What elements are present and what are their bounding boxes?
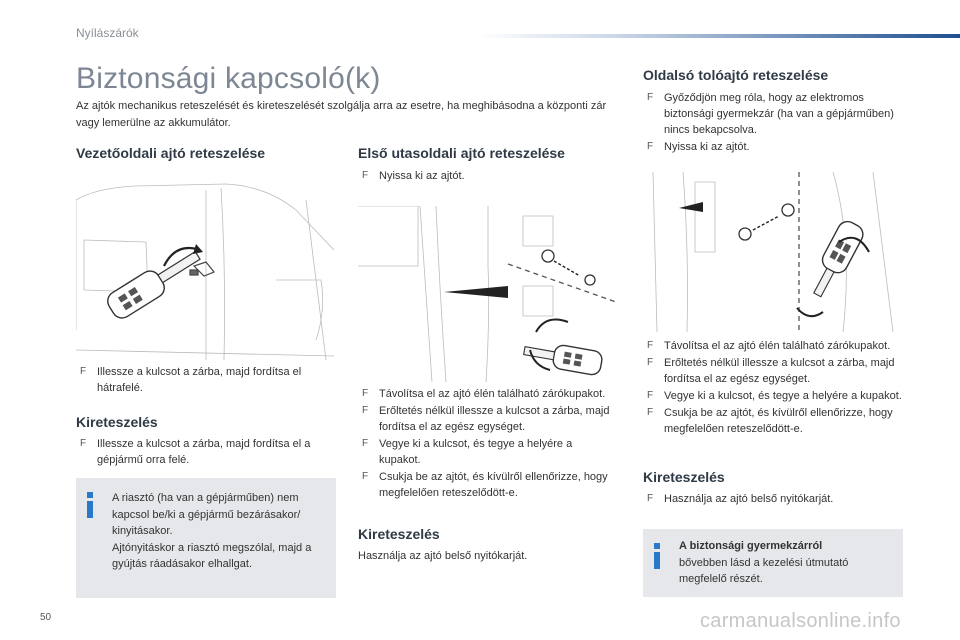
list-item: F Erőltetés nélkül illessze a kulcsot a zárba, majd fordítsa el az egész egységet. — [647, 357, 895, 385]
passenger-door-heading: Első utasoldali ajtó reteszelése — [358, 145, 565, 161]
passenger-steps-list — [358, 386, 614, 502]
list-item: F Nyissa ki az ajtót. — [362, 170, 465, 182]
list-item: F Illessze a kulcsot a zárba, majd fordítsa el hátrafelé. — [80, 366, 302, 394]
sliding-unlock-list — [643, 491, 903, 508]
page-title: Biztonsági kapcsoló(k) — [76, 62, 381, 95]
list-item: F Illessze a kulcsot a zárba, majd fordítsa el a gépjármű orra felé. — [80, 438, 311, 466]
info-icon — [651, 543, 663, 571]
driver-door-key-illustration — [76, 180, 334, 360]
bullet-icon: F — [647, 92, 654, 103]
page-number: 50 — [40, 612, 52, 623]
note-text-line: bővebben lásd a kezelési útmutató megfelelő részét. — [679, 556, 849, 585]
bullet-icon: F — [362, 170, 369, 181]
sliding-door-drawing — [643, 172, 901, 332]
bullet-icon: F — [362, 438, 369, 449]
sliding-steps-list — [643, 338, 905, 438]
intro-paragraph: Az ajtók mechanikus reteszelését és kireteszelését szolgálja arra az esetre, ha meghibásodna a központi zár vagy lemerülne az akkumulátor. — [76, 100, 607, 129]
list-item: F Győződjön meg róla, hogy az elektromos biztonsági gyermekzár (ha van a gépjárműben) nincs bekapcsolva. — [647, 92, 894, 136]
list-item: F Csukja be az ajtót, és kívülről ellenőrizze, hogy megfelelően reteszelődött-e. — [647, 407, 893, 435]
passenger-door-drawing — [358, 206, 616, 382]
sliding-top-steps-list — [643, 90, 903, 156]
note-text-line: Ajtónyitáskor a riasztó megszólal, majd a gyújtás ráadásakor elhallgat. — [112, 541, 312, 570]
list-item: F Vegye ki a kulcsot, és tegye a helyére a kupakot. — [362, 438, 573, 466]
section-header: Nyílászárók — [76, 26, 139, 40]
info-icon — [84, 492, 96, 520]
header-gradient-bar — [476, 34, 960, 38]
list-item: F Használja az ajtó belső nyitókarját. — [647, 493, 834, 505]
watermark-text: carmanualsonline.info — [700, 610, 901, 632]
sliding-unlock-heading: Kireteszelés — [643, 469, 725, 485]
driver-unlock-list — [76, 436, 332, 469]
passenger-top-steps-list — [358, 168, 614, 185]
sliding-door-heading: Oldalsó tolóajtó reteszelése — [643, 67, 829, 83]
list-item: F Távolítsa el az ajtó élén található zárókupakot. — [647, 340, 891, 352]
bullet-icon: F — [647, 357, 654, 368]
driver-unlock-heading: Kireteszelés — [76, 414, 158, 430]
passenger-unlock-text: Használja az ajtó belső nyitókarját. — [358, 550, 528, 562]
driver-steps-list — [76, 364, 332, 397]
note-bold-text: A biztonsági gyermekzárról — [679, 540, 823, 552]
bullet-icon: F — [362, 471, 369, 482]
passenger-door-key-illustration — [358, 206, 616, 382]
list-item: F Csukja be az ajtót, és kívülről ellenőrizze, hogy megfelelően reteszelődött-e. — [362, 471, 608, 499]
list-item: F Vegye ki a kulcsot, és tegye a helyére a kupakot. — [647, 390, 902, 402]
list-item: F Távolítsa el az ajtó élén található zárókupakot. — [362, 388, 606, 400]
bullet-icon: F — [647, 493, 654, 504]
sliding-door-key-illustration — [643, 172, 901, 332]
alarm-info-note — [76, 478, 336, 598]
list-item: F Nyissa ki az ajtót. — [647, 141, 750, 153]
bullet-icon: F — [80, 438, 87, 449]
bullet-icon: F — [647, 390, 654, 401]
bullet-icon: F — [362, 388, 369, 399]
note-text-line: A riasztó (ha van a gépjárműben) nem kapcsol be/ki a gépjármű bezárásakor/ kinyitásakor. — [112, 492, 301, 537]
bullet-icon: F — [80, 366, 87, 377]
driver-door-drawing — [76, 180, 334, 360]
list-item: F Erőltetés nélkül illessze a kulcsot a zárba, majd fordítsa el az egész egységet. — [362, 405, 610, 433]
child-lock-info-note — [643, 529, 903, 597]
driver-door-heading: Vezetőoldali ajtó reteszelése — [76, 145, 266, 161]
bullet-icon: F — [647, 141, 654, 152]
bullet-icon: F — [647, 340, 654, 351]
bullet-icon: F — [647, 407, 654, 418]
bullet-icon: F — [362, 405, 369, 416]
passenger-unlock-heading: Kireteszelés — [358, 526, 440, 542]
